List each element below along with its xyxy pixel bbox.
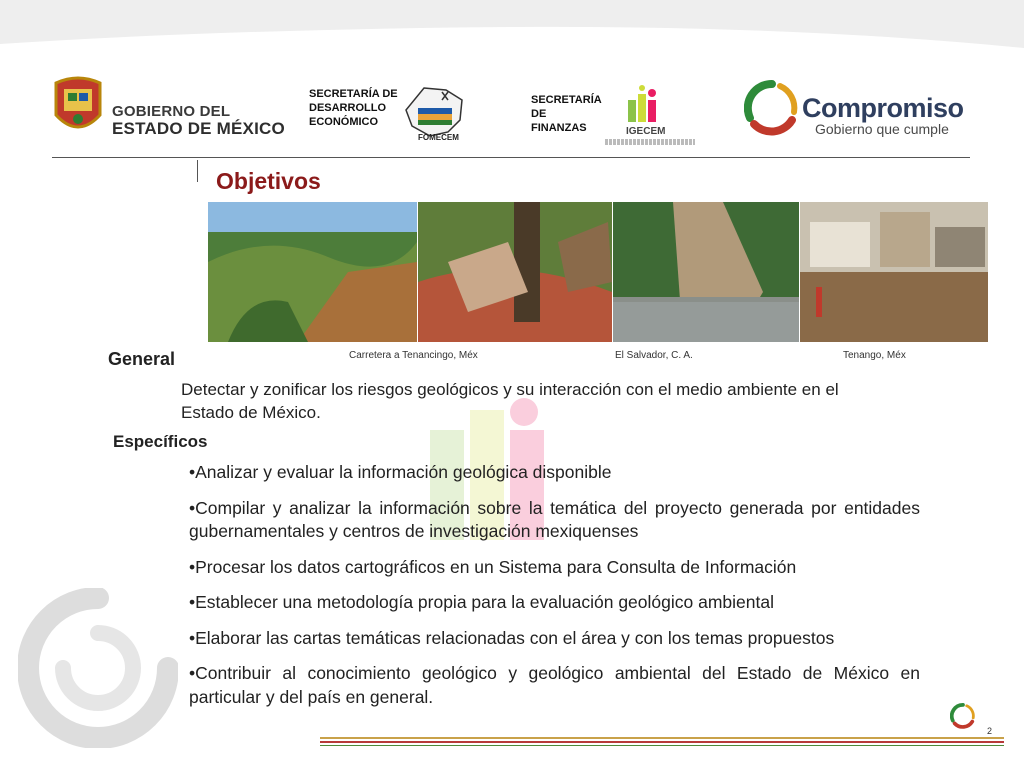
list-item: •Contribuir al conocimiento geológico y geológico ambiental del Estado de México en particular y del país en general. — [189, 663, 920, 707]
sedeco-line2: DESARROLLO — [309, 102, 386, 114]
fomecem-label: FOMECEM — [418, 133, 459, 142]
compromiso-small-logo-icon — [950, 703, 976, 729]
sedeco-line3: ECONÓMICO — [309, 116, 379, 128]
header-divider — [52, 157, 970, 158]
finanzas-line3: FINANZAS — [531, 122, 587, 134]
footer-rule — [320, 745, 1004, 746]
photo-tenango-damaged-houses — [800, 202, 988, 342]
photo-el-salvador-landslide — [613, 202, 799, 342]
igecem-logo-icon — [626, 84, 666, 124]
photo-caption: Tenango, Méx — [843, 350, 906, 361]
footer-rule — [320, 741, 1004, 743]
title-divider-tick — [197, 160, 198, 182]
slide-title: Objetivos — [216, 168, 321, 194]
compromiso-title: Compromiso — [802, 93, 964, 123]
footer-rule — [320, 737, 1004, 739]
gobierno-line2: ESTADO DE MÉXICO — [112, 119, 285, 138]
sedeco-line1: SECRETARÍA DE — [309, 88, 398, 100]
general-heading: General — [108, 349, 176, 369]
specific-objectives-list — [189, 461, 920, 721]
gobierno-line1: GOBIERNO DEL — [112, 103, 231, 120]
header-band — [0, 0, 1024, 70]
list-item: •Elaborar las cartas temáticas relacionadas con el área y con los temas propuestos — [189, 627, 835, 648]
photo-caption: Carretera a Tenancingo, Méx — [349, 350, 478, 361]
igecem-fine-print — [605, 139, 695, 145]
list-item: •Procesar los datos cartográficos en un Sistema para Consulta de Información — [189, 556, 797, 577]
compromiso-subtitle: Gobierno que cumple — [815, 121, 949, 137]
photo-caption: El Salvador, C. A. — [615, 350, 693, 361]
page-number: 2 — [987, 726, 993, 736]
finanzas-line2: DE — [531, 108, 547, 120]
photo-landslide-tree — [418, 202, 612, 342]
estado-mexico-crest-icon — [50, 75, 106, 137]
swirl-watermark-icon — [18, 588, 178, 748]
especificos-heading: Específicos — [113, 432, 208, 451]
photo-hillside-landscape — [208, 202, 417, 342]
gobierno-estado-mexico-logo-text — [112, 103, 285, 137]
general-objective-text: Detectar y zonificar los riesgos geológicos y su interacción con el medio ambiente en el Estado de México. — [181, 380, 839, 422]
finanzas-label — [531, 93, 602, 135]
list-item: •Establecer una metodología propia para la evaluación geológico ambiental — [189, 592, 774, 612]
finanzas-line1: SECRETARÍA — [531, 94, 602, 106]
list-item: •Compilar y analizar la información sobre la temática del proyecto generada por entidades gubernamentales y centros de investigación mexiquenses — [189, 497, 920, 541]
list-item: •Analizar y evaluar la información geológica disponible — [189, 462, 612, 482]
compromiso-logo-icon — [744, 80, 800, 136]
sedeco-label — [309, 87, 398, 129]
igecem-label: IGECEM — [626, 126, 666, 137]
